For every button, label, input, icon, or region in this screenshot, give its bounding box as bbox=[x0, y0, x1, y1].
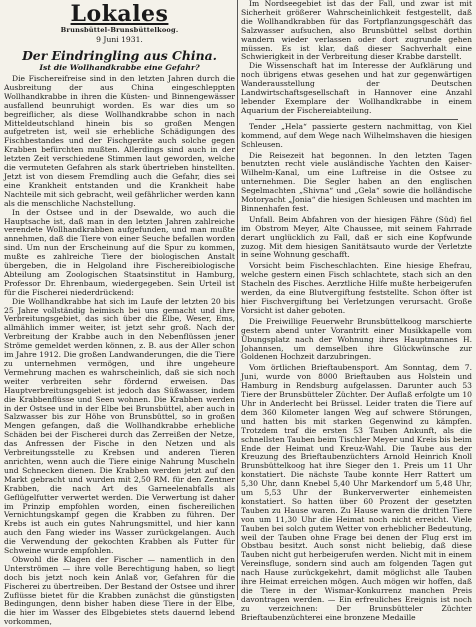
article-paragraph: In der Ostsee und in der Dsewalde, wo auch die Hauptsache ist, daß man in den letzten Jahren zahlreiche verendete Wollhandkrabben aufgefunden, und man mußte annehmen, daß die Tiere von einer Seuche befallen worden sind. Um nun der Erscheinung auf die Spur zu kommen, mußte es zahlreiche Tiere der biologischen Anstalt übergeben, die in Helgoland ihre Fischereibiologische Abteilung am Zoologischen Staatsinstitut in Hamburg, Professor Dr. Ehrenbaum, wiedergegeben. Sein Urteil ist für die Fischerei niederdrückend: bbox=[4, 207, 235, 297]
news-item: Vorsicht beim Fischeschlachten. Eine hiesige Ehefrau, welche gestern einen Fisch schlachtete, stach sich an den Stacheln des Fisches. Aerztliche Hilfe mußte herbeigerufen werden, da eine Blutvergiftung feststellte. Schon öfter ist hier Fischvergiftung bei Verletzungen verursacht. Große Vorsicht ist daher geboten. bbox=[241, 261, 472, 315]
news-item: Unfall. Beim Abfahren von der hiesigen Fähre (Süd) fiel im Obstrom Meyer, Alte Chaussee, mit seinem Fahrrade derart unglücklich zu Fall, daß er sich eine Kopfwunde zuzog. Mit dem hiesigen Sanitätsauto wurde der Verletzte in seine Wohnung geschafft. bbox=[241, 214, 472, 260]
issue-date: 9 Juni 1931. bbox=[96, 35, 143, 44]
section-masthead bbox=[4, 2, 235, 45]
news-item: Die Reisezeit hat begonnen. In den letzten Tagen benutzten recht viele ausländische Yachten den Kaiser-Wilhelm-Kanal, um eine Luftreise in die Ostsee zu unternehmen. Die Segler haben an den englischen Segelmachten „Shivna“ und „Gela“ sowie die holländische Motoryacht „Jonia“ die hiesigen Schleusen und machten im Binnenhafen fest. bbox=[241, 150, 472, 213]
article-paragraph: Die Fischereifreise sind in den letzten Jahren durch die Ausbreitung der aus China eingeschleppten Wollhandkrabbe in ihren die Küsten- und Binnengewässer ausfallend beunruhigt worden. Es war dies um so begreiflicher, als diese Wollhandkrabbe schon in nach Mitteldeutschland hinein bis so großen Mengen aufgetreten ist, weil sie erhebliche Schädigungen des Fischbestandes und der Fischgeräte auch solche gegen Krabben befürchten mußten. Allerdings sind auch in der letzten Zeit verschiedene Stimmen laut geworden, welche die vermuteten Gefahren als stark übertrieben hinstellten. Jetzt ist von diesem Fremdling auch die Gefahr, dies sei eine Krankheit entstanden und die Krankheit habe Nachteile mit sich gebracht, weil gefährlicher werden kann als die menschliche Nachstellung. bbox=[4, 74, 235, 208]
news-item: Tender „Hela“ passierte gestern nachmittag, von Kiel kommend, auf dem Wege nach Wilhelmshaven die hiesigen Schleusen. bbox=[241, 121, 472, 149]
section-title: Lokales bbox=[70, 1, 169, 27]
article-paragraph: Im Nordseegebiet ist das der Fall, und zwar ist mit Sicherheit größerer Wahrscheinlichkeit festgestellt, daß die Wollhandkrabben für das Fortpflanzungsgeschäft das Salzwasser aufsuchen, also Brunsbüttel selbst dorthin wandern wieder verlassen oder dort zugrunde gehen müssen. Es ist klar, daß dieser Sachverhalt eine Schwierigkeit in der Verbreitung dieser Krabbe darstellt. bbox=[241, 0, 472, 62]
article-subheadline: Ist die Wollhandkrabbe eine Gefahr? bbox=[39, 63, 200, 72]
article-paragraph: Die Wissenschaft hat im Interesse der Aufklärung und noch übrigens etwas gesehen und hat zur gegenwärtigen Wanderausstellung der Deutschen Landwirtschaftsgesellschaft in Hannover eine Anzahl lebender Exemplare der Wollhandkrabbe in einem Aquarium der Fischereiabteilung. bbox=[241, 61, 472, 115]
news-item: Die Freiwillige Feuerwehr Brunsbüttelkoog marschierte gestern abend unter Vorantritt einer Musikkapelle vom Übungsplatz nach der Wohnung ihres Hauptmannes H. Johannsen, um demselben ihre Glückwünsche zur Goldenen Hochzeit darzubringen. bbox=[241, 316, 472, 362]
article-paragraph: Obwohl die Klagen der Fischer — namentlich in den Unterströmen — ihre volle Berechtigung haben, so liegt doch bis jetzt noch kein Anlaß vor, Gefahren für die Fischerei zu übertreiben. Der Bestand der Ostsee und ihrer Zuflüsse bietet für die Krabben zunächst die günstigsten Bedingungen, denn bisher haben diese Tiere in der Elbe, die hier im Wasser des Elbgebietes stets dauernd lebend vorkommen, bbox=[4, 554, 235, 627]
column-rule bbox=[237, 0, 238, 600]
article-headline: Der Eindringling aus China. bbox=[22, 48, 217, 63]
news-item: Vom örtlichen Brieftaubensport. Am Sonntag, dem 7. Juni, wurde von 8000 Brieftauben aus Holstein und Hamburg in Rendsburg aufgelassen. Darunter auch 53 Tiere der Brunsbütteler Züchter. Der Auflaß erfolgte um 10 Uhr in Anderlecht bei Brüssel. Leider traten die Tiere auf dem 360 Kilometer langen Weg auf schwere Störungen, und hatten bis mit starken Gegenwind zu kämpfen. Trotzdem traf die ersten 53 Tauben Ankunft, als die schnellsten Tauben beim Tischler Meyer und Kreis bis beim Ende der Heimat und Kreuz-Wahl. Die Taube aus der Kreuzung des Brieftaubenzüchters Arnold Heinrich Knoll Brunsbüttelkoog hat ihre Sieger den 1. Preis um 11 Uhr konstatiert. Die nächste Taube konnte Herr Rattert um 5,30 Uhr, dann Knebel 5,40 Uhr Markendorf um 5,48 Uhr, um 5,53 Uhr der Bunkerverwerter einhemeisten konstatiert. So hatten über 60 Prozent der gesetzten Tauben zu Hause waren. Zu Hause waren die dritten Tiere von um 11,30 Uhr die Heimat noch nicht erreicht. Viele Tauben bei solch gutem Wetter von erheblicher Bedeutung, weil der Tauben ohne Frage bei denen der Flug erst im Obstbau besitzt. Auch sonst nicht beliebig, daß diese Tauben nicht gut herbeigerufen werden. Nicht mit in einem Vereinsfluge, sondern sind auch am folgenden Tagen gut nach Hause zurückgekehrt, damit möglichst alle Tauben ihre Heimat erreichen mögen. Auch mögen wir hoffen, daß die Tiere in der Wismar-Konkurrenz manchen Preis davontragen werden. — Ein erfreuliches Ereignis ist noch zu verzeichnen: Der Brunsbütteler Züchter Brieftaubenzüchterei eine bronzene Medaille bbox=[241, 363, 472, 622]
article-paragraph: Die Wollhandkrabbe hat sich im Laufe der letzten 20 bis 25 Jahre vollständig heimisch bei uns gemacht und ihre Verbreitungsgebiet, das sich über die Elbe, Weser, Ems, allmählich immer weiter, ist jetzt sehr groß. Nach der Verbreitung der Krabbe auch in den Nebenflüssen jener Ströme gemeldet werden können, z. B. aus der Aller schon im Jahre 1912. Die großen Landwanderungen, die die Tiere zu unternehmen vermögen, und ihre ungeheure Vermehrung machen es wahrscheinlich, daß sie sich noch weiter verbreiten sehr fördernd erweisen. Das Hauptverbreitungsgebiet ist jedoch das Süßwasser, indem die Krabbenflüsse und Seen wohnen. Die Krabben werden in der Ostsee und in der Elbe bei Brunsbüttel, aber auch in Salzwasser bis zur Höhe von Brunsbüttel, so in großen Mengen gefangen, daß die Wollhandkrabbe erhebliche Schäden bei der Fischerei durch das Zerreißen der Netze, das Anfressen der Fische in den Netzen und als Verbreitungsstelle zu Krebsen und anderen Tieren anrichten, wenn auch die Tiere einige Nahrung Muscheln und Schnecken dienen. Die Krabben werden jetzt auf den Markt gebracht und wurden mit 2,50 RM. für den Zentner Krabben, die nach Art des Garneelenabfalls als Geflügelfutter verwertet werden. Die Verwertung ist daher im Prinzip empfohlen worden, einen fischereilichen Vernichtungskampf gegen die Krabben zu führen. Der Krebs ist auch ein gutes Nahrungsmittel, und hier kann auch den Fang wieder ins Wasser zurückgelangen. Auch die Verwendung der gekochten Krabben als Futter für Schweine wurde empfohlen. bbox=[4, 296, 235, 556]
section-divider bbox=[255, 119, 458, 120]
right-column bbox=[241, 0, 472, 622]
left-column bbox=[4, 0, 235, 627]
paper-name: Brunsbüttel-Brunsbüttelkoog. bbox=[60, 26, 179, 34]
